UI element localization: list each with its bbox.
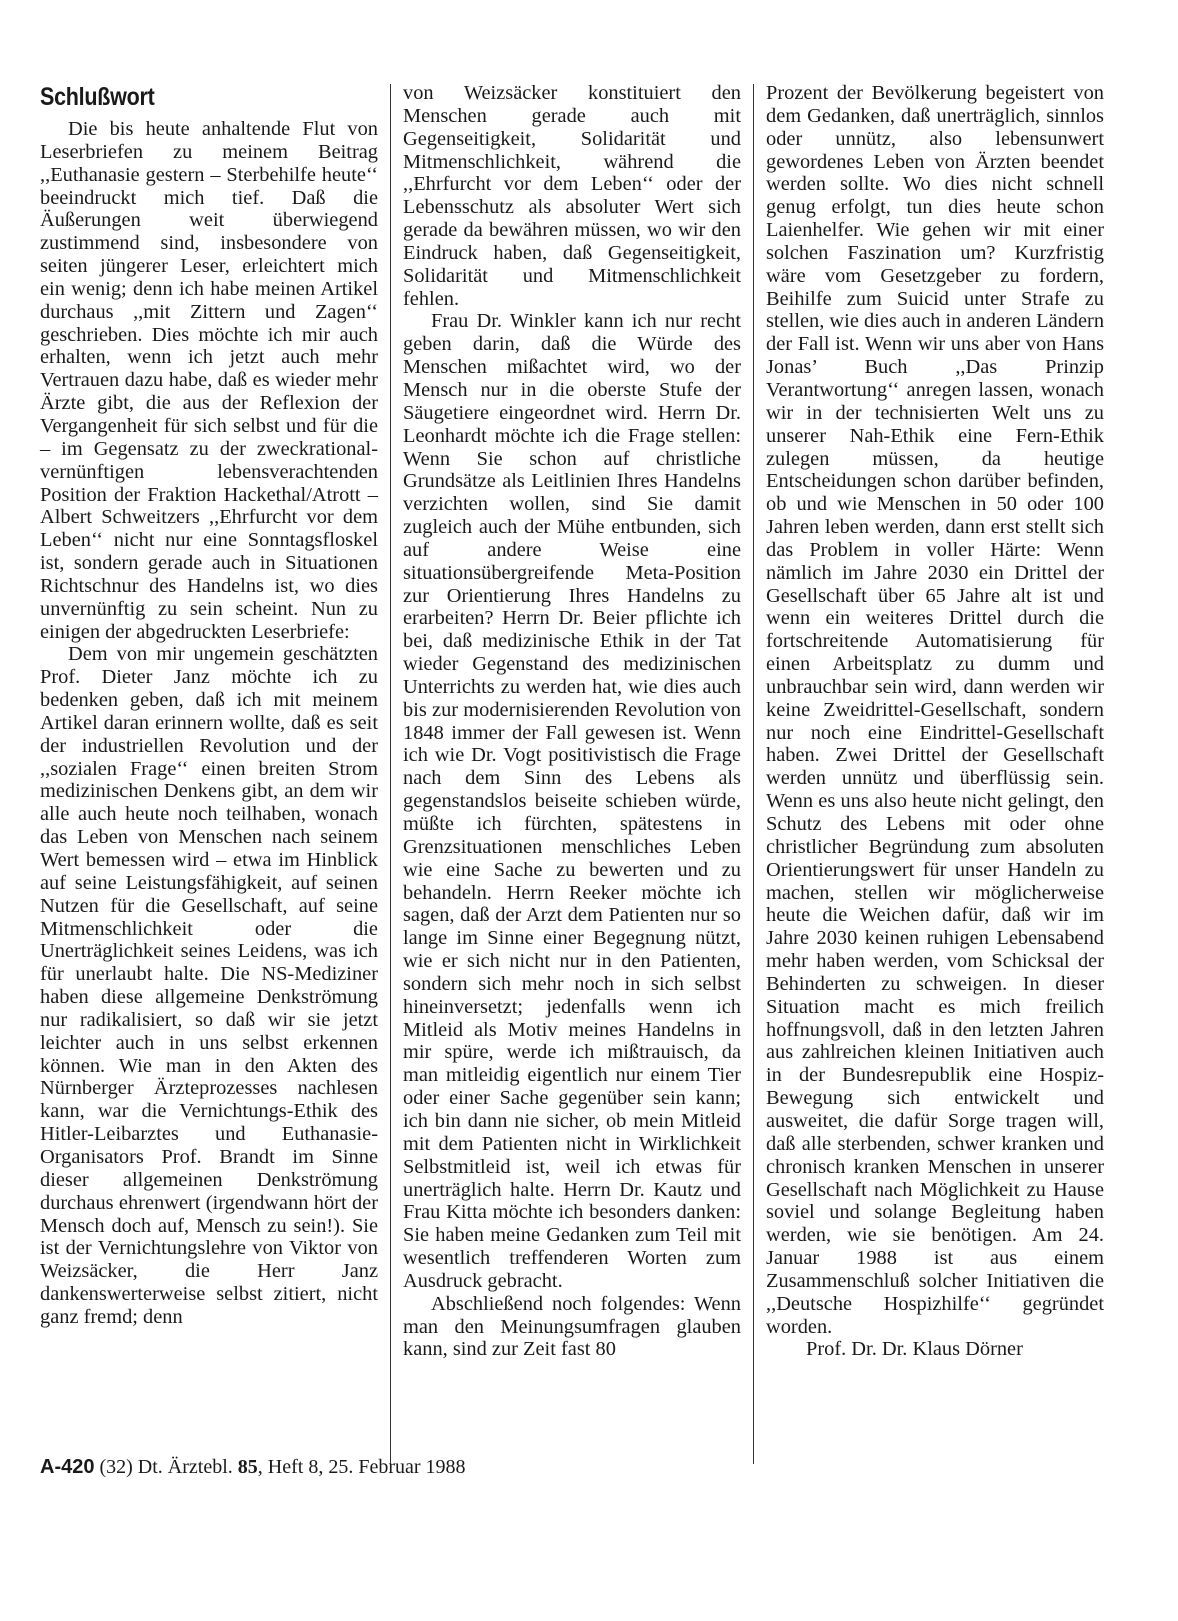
column-divider-1: [390, 84, 391, 1464]
paragraph: von Weizsäcker konstituiert den Menschen gerade auch mit Gegenseitigkeit, Solidarität und Mitmenschlichkeit, während die ,,Ehrfurcht vor dem Leben‘‘ oder der Lebensschutz als absoluter Wert sich gerade da bewähren müssen, wo wir den Eindruck haben, daß Gegenseitigkeit, Solidarität und Mitmenschlichkeit fehlen.: [403, 82, 741, 310]
paragraph: Die bis heute anhaltende Flut von Leserbriefen zu meinem Beitrag ,,Euthanasie gestern – Sterbehilfe heute‘‘ beeindruckt mich tief. Daß die Äußerungen weit überwiegend zustimmend sind, insbesondere von seiten jüngerer Leser, erleichtert mich ein wenig; denn ich habe meinen Artikel durchaus ,,mit Zittern und Zagen‘‘ geschrieben. Dies möchte ich mir auch erhalten, wenn ich jetzt auch mehr Vertrauen dazu habe, daß es wieder mehr Ärzte gibt, die aus der Reflexion der Vergangenheit für sich selbst und für die – im Gegensatz zu der zweckrational-vernünftigen lebensverachtenden Position der Fraktion Hackethal/Atrott – Albert Schweitzers ,,Ehrfurcht vor dem Leben‘‘ nicht nur eine Sonntagsfloskel ist, sondern gerade auch in Situationen Richtschnur des Handelns ist, wo dies unvernünftig zu sein scheint. Nun zu einigen der abgedruckten Leserbriefe:: [40, 118, 378, 643]
column-3: [766, 82, 1104, 1361]
paragraph: Prozent der Bevölkerung begeistert von dem Gedanken, daß unerträglich, sinnlos oder unnütz, also lebensunwert gewordenes Leben von Ärzten beendet werden sollte. Wo dies nicht schnell genug erfolgt, tun dies heute schon Laienhelfer. Wie gehen wir mit einer solchen Faszination um? Kurzfristig wäre vom Gesetzgeber zu fordern, Beihilfe zum Suicid unter Strafe zu stellen, wie dies auch in anderen Ländern der Fall ist. Wenn wir uns aber von Hans Jonas’ Buch ,,Das Prinzip Verantwortung‘‘ anregen lassen, wonach wir in der technisierten Welt uns zu unserer Nah-Ethik eine Fern-Ethik zulegen müssen, da heutige Entscheidungen schon darüber befinden, ob und wie Menschen in 50 oder 100 Jahren leben werden, dann erst stellt sich das Problem in voller Härte: Wenn nämlich im Jahre 2030 ein Drittel der Gesellschaft über 65 Jahre alt ist und wenn ein weiteres Drittel durch die fortschreitende Automatisierung für einen Arbeitsplatz zu dumm und unbrauchbar sein wird, dann werden wir keine Zweidrittel-Gesellschaft, sondern nur noch eine Eindrittel-Gesellschaft haben. Zwei Drittel der Gesellschaft werden unnütz und überflüssig sein. Wenn es uns also heute nicht gelingt, den Schutz des Lebens mit oder ohne christlicher Begründung zum absoluten Orientierungswert für unser Handeln zu machen, stellen wir möglicherweise heute die Weichen dafür, daß wir im Jahre 2030 keinen ruhigen Lebensabend mehr haben werden, vom Schicksal der Behinderten zu schweigen. In dieser Situation macht es mich freilich hoffnungsvoll, daß in den letzten Jahren aus zahlreichen kleinen Initiativen auch in der Bundesrepublik eine Hospiz-Bewegung sich entwickelt und ausweitet, die dafür Sorge tragen will, daß alle sterbenden, schwer kranken und chronisch kranken Menschen in unserer Gesellschaft nach Möglichkeit zu Hause soviel und solange Begleitung haben werden, wie sie benötigen. Am 24. Januar 1988 ist aus einem Zusammenschluß solcher Initiativen die ,,Deutsche Hospizhilfe‘‘ gegründet worden.: [766, 82, 1105, 1338]
journal-volume: 85: [237, 1456, 258, 1478]
paragraph: Frau Dr. Winkler kann ich nur recht geben darin, daß die Würde des Menschen mißachtet wird, wo der Mensch nur in die oberste Stufe der Säugetiere eingeordnet wird. Herrn Dr. Leonhardt möchte ich die Frage stellen: Wenn Sie schon auf christliche Grundsätze als Leitlinien Ihres Handelns verzichten wollen, sind Sie damit zugleich auch der Mühe entbunden, sich auf andere Weise eine situationsübergreifende Meta-Position zur Orientierung Ihres Handelns zu erarbeiten? Herrn Dr. Beier pflichte ich bei, daß medizinische Ethik in der Tat wieder Gegenstand des medizinischen Unterrichts zu werden hat, wie dies auch bis zur modernisierenden Revolution von 1848 immer der Fall gewesen ist. Wenn ich wie Dr. Vogt positivistisch die Frage nach dem Sinn des Lebens als gegenstandslos beiseite schieben würde, müßte ich fürchten, spätestens in Grenzsituationen menschliches Leben wie eine Sache zu bewerten und zu behandeln. Herrn Reeker möchte ich sagen, daß der Arzt dem Patienten nur so lange im Sinne einer Begegnung nützt, wie er sich nicht nur in den Patienten, sondern sich mehr noch in sich selbst hineinversetzt; jedenfalls wenn ich Mitleid als Motiv meines Handelns in mir spüre, werde ich mißtrauisch, da man mitleidig eigentlich nur einem Tier oder einer Sache gegenüber sein kann; ich bin dann nie sicher, ob mein Mitleid mit dem Patienten nicht in Wirklichkeit Selbstmitleid ist, weil ich etwas für unerträglich halte. Herrn Dr. Kautz und Frau Kitta möchte ich besonders danken: Sie haben meine Gedanken zum Teil mit wesentlich treffenderen Worten zum Ausdruck gebracht.: [403, 310, 741, 1292]
author-signature: Prof. Dr. Dr. Klaus Dörner: [806, 1338, 1023, 1361]
column-1: [40, 82, 378, 1329]
page-number: A-420: [40, 1456, 95, 1478]
journal-date: , Heft 8, 25. Februar 1988: [257, 1456, 466, 1478]
paragraph: Dem von mir ungemein geschätzten Prof. Dieter Janz möchte ich zu bedenken geben, daß ich mit meinem Artikel daran erinnern wollte, daß es seit der industriellen Revolution und der ,,sozialen Frage‘‘ einen breiten Strom medizinischen Denkens gibt, an dem wir alle auch heute noch teilhaben, wonach das Leben von Menschen nach seinem Wert bemessen wird – etwa im Hinblick auf seine Leistungsfähigkeit, auf seinen Nutzen für die Gesellschaft, auf seine Mitmenschlichkeit oder die Unerträglichkeit seines Leidens, was ich für unerlaubt halte. Die NS-Mediziner haben diese allgemeine Denkströmung nur radikalisiert, so daß wir sie jetzt leichter auch in uns selbst erkennen können. Wie man in den Akten des Nürnberger Ärzteprozesses nachlesen kann, war die Vernichtungs-Ethik des Hitler-Leibarztes und Euthanasie-Organisators Prof. Brandt im Sinne dieser allgemeinen Denkströmung durchaus ehrenwert (irgendwann hört der Mensch doch auf, Mensch zu sein!). Sie ist der Vernichtungslehre von Viktor von Weizsäcker, die Herr Janz dankenswerterweise selbst zitiert, nicht ganz fremd; denn: [40, 643, 378, 1328]
column-2: [403, 82, 741, 1361]
journal-issue: (32) Dt. Ärztebl.: [99, 1456, 233, 1478]
paragraph: Abschließend noch folgendes: Wenn man den Meinungsumfragen glauben kann, sind zur Zeit fast 80: [403, 1292, 741, 1361]
article-heading: Schlußwort: [40, 83, 155, 111]
column-divider-2: [753, 84, 754, 1464]
page-footer: [40, 1456, 466, 1479]
